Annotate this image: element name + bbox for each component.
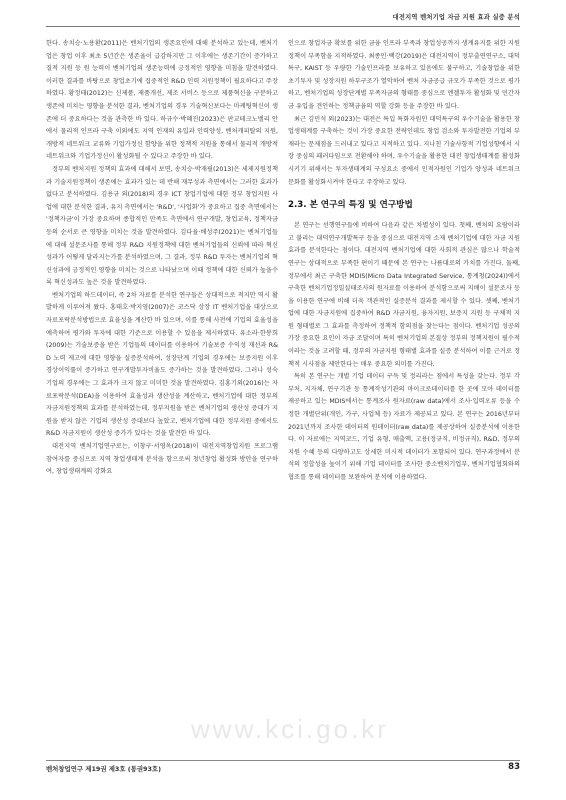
journal-info: 벤처창업연구 제19권 제3호 (통권93호) — [46, 765, 162, 773]
paragraph: 인으로 창업자금 확보를 위한 금융 인프라 부족과 창업성공까지 생계유지를 위한 지원정책이 부족함을 지적하였다. 최종인·백강(2019)은 대전지역이 정부출연연구소, 대덕특구, KAIST 등 우량한 기술인프라를 보유하고 있음에도 불구하고, 기술창업을 위한 초기투자 및 성장지원 하부구조가 열악하여 벤처 자금공급 규모가 부족한 것으로 평가하고, 벤처기업의 성장단계별 부족자금의 형태를 중심으로 엔젤투자 활성화 및 민간자금 유입을 견인하는 정책금융의 역할 강화 등을 주장한 바 있다. — [288, 40, 520, 110]
header-rule — [46, 26, 520, 27]
paragraph: 정부의 벤처지원 정책의 효과에 대해서 보면, 송치승·박재필(2013)은 세제지원정책과 기술지원정책이 생존에는 효과가 있는 데 반해 재무성과 측면에서는 그러한 효과가 없다고 분석하였다. 김용규 외(2018)의 경우 ICT 창업기업에 대한 정부 창업지원 사업에 대한 분석한 결과, 유지 측면에서는 'R&D', '사업화'가 중요하고 집중 측면에서는 '정책자금'이 가장 중요하며 종합적인 만족도 측면에서 연구개발, 창업교육, 정책자금 등의 순서로 큰 영향을 미치는 것을 발견하였다. 김다율·배성주(2021)는 벤처기업들에 대해 설문조사를 통해 정부 R&D 지원정책에 대한 벤처기업들의 신뢰에 따라 혁신성과가 어떻게 달라지는가를 분석하였으며, 그 결과, 정부 R&D 투자는 벤처기업의 혁신성과에 긍정적인 영향을 미치는 것으로 나타났으며 이때 정책에 대한 신뢰가 높을수록 혁신성과도 높은 것을 발견하였다. — [46, 165, 278, 287]
section-heading: 2.3. 본 연구의 특징 및 연구방법 — [288, 200, 413, 211]
page-number: 83 — [508, 762, 520, 772]
paragraph: 본 연구는 선행연구들에 비하여 다음과 같은 차별성이 있다. 첫째, 벤처의 요람이라고 불리는 대덕연구개발특구 등을 중심으로 대전지역 소재 벤처기업에 대한 자금 지원효과를 분석한다는 점이다. 대전지역 벤처기업에 대한 사회적 관심은 많으나 학술적 연구는 상대적으로 부족한 편이기 때문에 본 연구는 나름대로의 가치를 가진다. 둘째, 정부에서 최근 구축한 MDIS(Micro Data Integrated Service, 통계청(2024))에서 구축한 벤처기업정밀실태조사의 원자료를 이용하여 분석함으로써 지배이 설문조사 등을 이용한 연구에 비해 더욱 객관적인 실증분석 결과를 제시할 수 있다. 셋째, 벤처기업에 대한 자금지원에 집중하여 R&D 자금지원, 융자지원, 보증지 지원 등 구체적 지원 형태별로 그 효과를 측정하여 정책적 함의점을 찾는다는 점이다. 벤처기업 성공의 가장 중요한 요인이 자금 조달이며 특히 벤처기업의 본질상 정부의 정책지원이 필수적이라는 것을 고려할 때, 정부의 자금지원 형태별 효과를 실증 분석하여 이를 근거로 정책적 시사점을 제안한다는 매우 중요한 의미를 가진다. — [288, 222, 520, 368]
paragraph: 특히 본 연구는 개별 기업 데이터 구득 및 정리라는 점에서 특성을 갖는다. 정부 각 부처, 지자체, 연구기관 등 통계작성기관의 마이크로데이터를 한 곳에 모아 데이터를 제공하고 있는 MDIS에서는 통계조사 원자료(raw data)에서 조사·입력오류 등을 수정한 개별단위(개인, 가구, 사업체 등) 자료가 제공되고 있다. 본 연구는 2016년부터 2021년까지 조사한 데이터의 원데이터(raw data)를 제공상하여 실증분석에 이용한다. 이 자료에는 지역코드, 기업 유형, 매출액, 고용(정규직, 비정규직), R&D, 정부의 지원 수혜 등의 다양하고도 상세한 미시적 데이터가 포함되어 있다. 연구과정에서 분석의 정합성을 높이기 위해 기업 데이터를 조사한 중소벤처기업부, 벤처기업협회와의 협조를 통해 데이터를 보완하여 분석에 이용하였다. — [288, 373, 520, 481]
footer-rule — [46, 760, 520, 761]
running-head: 대전지역 벤처기업 자금 지원 효과 실증 분석 — [392, 14, 520, 21]
paragraph: 대전지역 벤처기업연구로는, 이창구·서영옥(2018)이 대전지역창업지원 프로그램 참여자를 중심으로 지역 창업생태계 분석을 함으로써 청년창업 활성화 방안을 연구하여, 창업생태계의 강화요 — [46, 443, 278, 476]
left-column — [46, 38, 278, 479]
paragraph: 벤처기업의 하드데이터, 즉 2차 자료를 분석한 연구들은 상대적으로 적지만 역시 활발하게 이루어져 왔다. 홍태호·박지영(2007)은 코스닥 상장 IT 벤처기업을 대상으로 자료포락분석방법으로 효율성을 계산한 바 있으며, 이를 통해 사전에 기업의 효율성을 예측하여 평가와 투자에 대한 기준으로 이용할 수 있음을 제시하였다. 유소라·한봉희(2009)는 기술보증을 받은 기업들의 데이터를 이용하여 기술보증 수익성 재선과 R&D 노력 제고에 대한 영향을 실증분석하여, 성장단계 기업의 경우에는 보증지원 이후 경상이익률이 증가하고 연구개발투자비율도 증가하는 것을 발견하였다. 그러나 성숙기업의 경우에는 그 효과가 크지 않고 미미한 것을 발견하였다. 김홍기외(2016)는 자료포락분석(DEA)을 이용하여 효율성과 생산성을 계산하고, 벤처기업에 대한 정부의 자금지원정책의 효과를 분석하였는데, 정부지원을 받은 벤처기업의 생산성 증대가 지원을 받지 않은 기업의 생산성 증대보다 높았고, 벤처기업에 대한 정부지원 중에서도 R&D 자금지원이 생산성 증가가 있다는 것을 발견한 바 있다. — [46, 291, 278, 438]
paragraph: 한다. 송치승·노용환(2011)은 벤처기업의 생존요인에 대해 분석하고 있는데, 벤처기업은 창업 이후 최초 5년간은 생존율이 급감하지만 그 이후에는 생존기간이 증가하고 질적 지원 등 원 능력이 벤처기업의 생존능력에 긍정적인 영향을 미침을 발견하였다. 이러한 결과를 바탕으로 창업초기에 집중적인 R&D 인력 지원정책이 필요하다고 주장하였다. 황정태(2012)는 신제품, 제품개선, 제조 서비스 등으로 제품혁신을 구분하고 생존에 미치는 영향을 분석한 결과, 벤처기업의 경우 기술혁신보다는 마케팅혁신이 생존에 더 중요하다는 것을 관측한 바 있다. 하규수·박혜진(2023)은 판교테크노밸리 안에서 물리적 인프라 구축 이외에도 지역 인재의 유입과 인력양성, 벤처캐피탈의 지원, 개방적 네트워크 교류와 기업가정신 함양을 위한 정책적 지원을 통해서 물리적 개방적 네트워크와 기업가정신이 활성화될 수 있다고 주장한 바 있다. — [46, 40, 278, 161]
paragraph: 최근 김민석 외(2023)는 대전은 특입 특화자원인 대덕특구의 우수기술을 활용한 창업생태계를 구축하는 것이 가장 중요한 전략인데도 창업 검소와 투자발전한 기업의 부재라는 문제점을 드러내고 있다고 지적하고 있다. 지나친 기술사항적 기업성향에서 시장 중심의 패러다임으로 전환해야 하며, 우수기술을 활용한 대전 창업생태계를 활성화시키기 위해서는 투자생태계의 구성요소 중에서 인적자원인 기업가 양성과 네트워크 문화를 활성화시켜야 한다고 주장하고 있다. — [288, 115, 520, 186]
watermark: www.kci.go.kr — [191, 714, 389, 744]
right-column — [288, 38, 520, 485]
